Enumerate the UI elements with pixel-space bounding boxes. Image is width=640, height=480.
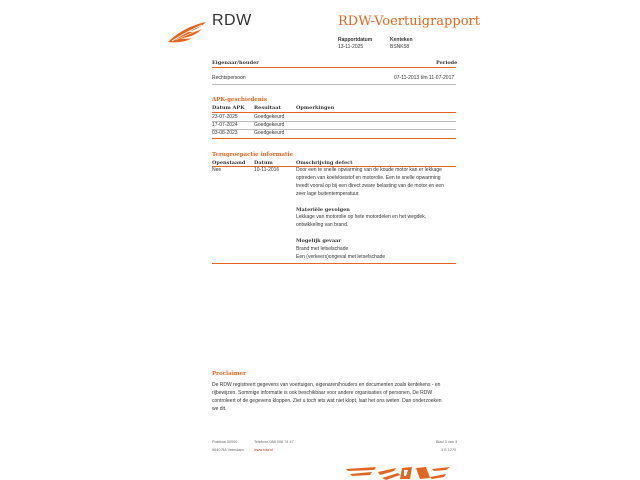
rdw-stripes-icon [346,466,450,480]
recall-col-open: Openstaand [212,160,246,166]
recall-open: Nee [212,167,222,173]
material-consequences [296,213,426,229]
apk-row-date: 03-08-2023 [212,130,238,136]
apk-header-divider [212,112,456,113]
possible-danger-title: Mogelijk gevaar [296,238,342,244]
material-line: Lekkage van motorolie op hete motordelen en het wegdek, [296,214,427,220]
danger-line: Brand met letselschade [296,246,349,252]
footer-page: Blad 3 van 3 [436,440,458,444]
disclaimer-line: controleert of de gegevens kloppen. Ziet u toch iets wat niet klopt, laat het ons weten. Dan onderzoeken [212,398,442,404]
material-line: ontwikkeling van brand. [296,222,349,228]
owner-row-line [212,84,456,85]
apk-col-result: Resultaat [254,105,281,111]
apk-bottom-divider [212,138,456,139]
report-date: 13-11-2025 [338,44,364,50]
apk-row-date: 23-07-2025 [212,114,238,120]
footer-city: 9640 RA Veendam [212,448,244,452]
recall-defect-description [296,166,456,198]
recall-section-title: Terugroepactie informatie [212,152,294,158]
disclaimer-line: rijbewijzen. Sommige informatie is ook beschikbaar voor andere organisaties of personen. De RDW [212,390,433,396]
recall-col-date: Datum [254,160,273,166]
recall-bottom-divider [212,263,456,264]
brand-name: RDW [212,12,252,29]
report-title: RDW-Voertuigrapport [338,14,480,29]
defect-line: optreden van koelvloeistof en motorolie. Een te snelle opwarming [296,175,441,181]
recall-col-defect: Omschrijving defect [296,160,353,166]
footer-website-link[interactable]: www.rdw.nl [254,448,273,452]
apk-row-result: Goedgekeurd [254,114,285,120]
apk-row-line [212,129,456,130]
apk-col-notes: Opmerkingen [296,105,335,111]
rdw-logo-icon [166,20,208,44]
defect-line: zeer lage buitentemperatuur. [296,191,360,197]
period-label: Periode [436,60,458,66]
owner-divider [212,67,456,68]
possible-danger [296,245,385,261]
apk-row-result: Goedgekeurd [254,122,285,128]
defect-line: Door een te snelle opwarming van de koude motor kan er lekkage [296,167,442,173]
owner-value: Rechtspersoon [212,75,246,81]
footer-code: 3 E 1270 [441,448,457,452]
plate-value: BSNK58 [390,44,410,50]
owner-period: 07-11-2013 t/m 11-07-2017 [394,75,455,81]
disclaimer-line: we dit. [212,406,227,412]
disclaimer-text [212,381,462,413]
recall-date: 10-11-2016 [254,167,280,173]
plate-label: Kenteken [390,37,413,43]
apk-row-line [212,121,456,122]
disclaimer-line: De RDW registreert gegevens van voertuigen, eigenaren/houders en documenten zoals kentekens - en [212,382,441,388]
report-date-label: Rapportdatum [338,37,373,43]
defect-line: treedt vooral op bij een direct zware belasting van de motor en een [296,183,444,189]
apk-section-title: APK-geschiedenis [212,97,267,103]
material-consequences-title: Materiële gevolgen [296,207,350,213]
owner-label: Eigenaar/houder [212,60,259,66]
apk-row-result: Goedgekeurd [254,130,285,136]
footer-postbus: Postbus 30000 [212,440,238,444]
disclaimer-title: Proclaimer [212,371,247,377]
footer-phone: Telefoon 088 008 74 47 [254,440,294,444]
apk-row-date: 17-07-2024 [212,122,238,128]
danger-line: Een (verkeers)ongeval met letselschade [296,254,386,260]
apk-col-date: Datum APK [212,105,245,111]
